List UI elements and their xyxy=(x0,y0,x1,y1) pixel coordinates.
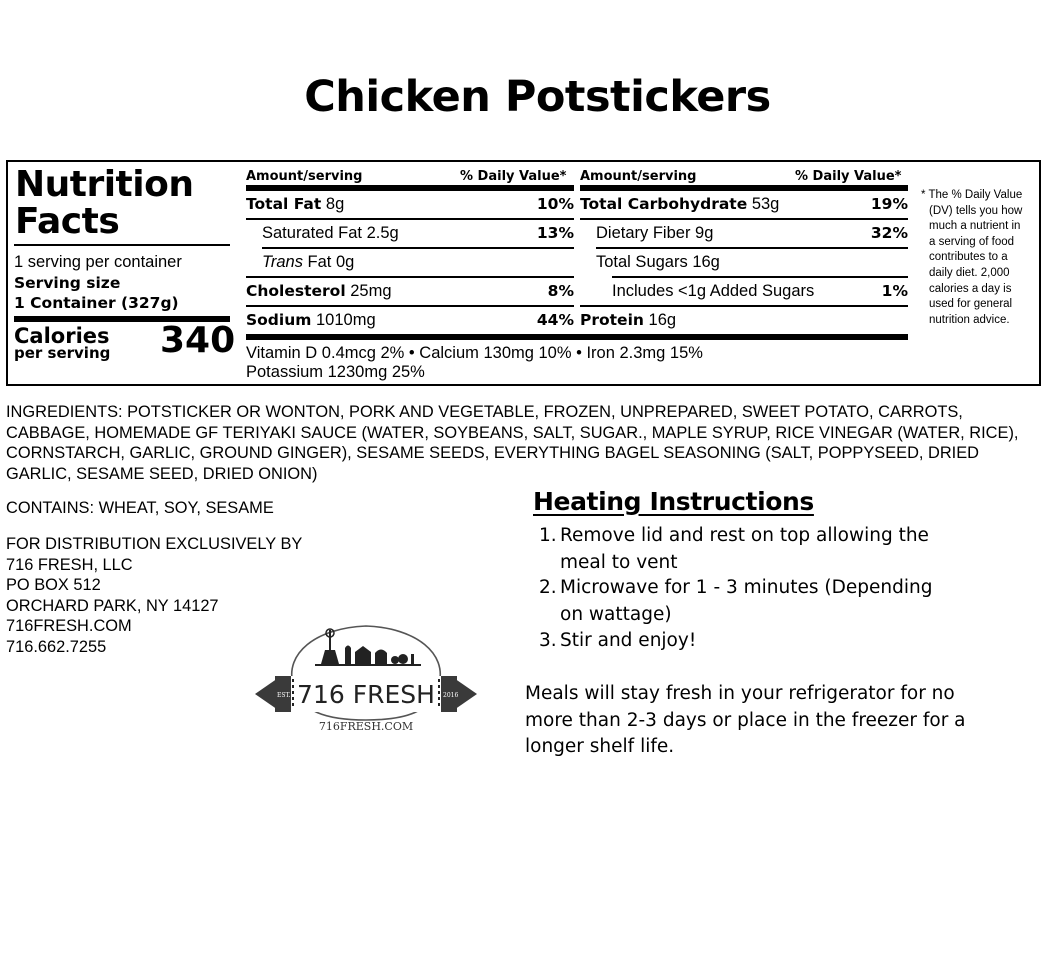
nutrient-amount: Fat 0g xyxy=(307,252,355,271)
calories-sublabel: per serving xyxy=(14,344,111,362)
logo-est: EST. xyxy=(277,692,291,699)
footnote-star: * xyxy=(921,189,926,201)
footnote-line: contributes to a xyxy=(929,251,1008,264)
nutrient-amount: 2.5g xyxy=(366,223,399,242)
col-amount-header-right: Amount/serving xyxy=(580,169,697,184)
footnote-line: daily diet. 2,000 xyxy=(929,266,1010,279)
nutrient-row xyxy=(596,248,908,276)
storage-note: Meals will stay fresh in your refrigerator for no more than 2-3 days or place in the freezer for a longer shelf life. xyxy=(525,683,966,757)
nutrition-facts-heading xyxy=(15,166,193,240)
divider xyxy=(14,244,230,246)
serving-size-value: 1 Container (327g) xyxy=(14,294,179,312)
nutrient-amount: 16g xyxy=(648,310,677,329)
nutrient-name: Total Fat xyxy=(246,194,322,213)
nutrient-row xyxy=(262,248,574,276)
micronutrients-line-2: Potassium 1230mg 25% xyxy=(246,363,425,381)
divider-thick xyxy=(246,334,908,340)
phone-number: 716.662.7255 xyxy=(6,637,107,656)
nutrient-dv: 1% xyxy=(881,282,908,300)
calories-label: Calories xyxy=(14,324,110,348)
address-line: PO BOX 512 xyxy=(6,576,101,594)
footnote-line: The % Daily Value xyxy=(928,189,1023,201)
calories-value: 340 xyxy=(160,320,236,361)
step-number: 2. xyxy=(539,577,557,598)
step-text: Microwave for 1 - 3 minutes (Depending on wattage) xyxy=(560,577,933,625)
page-title: Chicken Potstickers xyxy=(304,72,771,122)
footnote-line: a serving of food xyxy=(929,235,1015,248)
heating-instructions-title: Heating Instructions xyxy=(533,487,814,516)
nutrient-row xyxy=(262,219,574,247)
calories-label-group xyxy=(14,326,110,361)
logo-year: 2016 xyxy=(443,692,459,699)
ingredients-list: INGREDIENTS: POTSTICKER OR WONTON, PORK AND VEGETABLE, FROZEN, UNPREPARED, SWEET POTATO, CARROTS, CABBAGE, HOMEMADE GF TERIYAKI SAUCE (WATER, SOYBEANS, SALT, SUGAR., MAPLE SYRUP, RICE VINEGAR (WATER, RICE), CORNSTARCH, GARLIC, GROUND GINGER), SESAME SEEDS, EVERYTHING BAGEL SEASONING (SALT, POPPYSEED, DRIED GARLIC, SESAME SEED, DRIED ONION) xyxy=(6,403,1019,483)
nutrient-row xyxy=(612,277,908,305)
nutrient-amount: 53g xyxy=(751,194,780,213)
footnote-line: (DV) tells you how xyxy=(929,204,1023,217)
col-dv-header-right: % Daily Value* xyxy=(795,169,902,184)
step-text: Stir and enjoy! xyxy=(560,630,697,651)
heating-step xyxy=(539,523,959,576)
step-number: 1. xyxy=(539,525,557,546)
company-name: 716 FRESH, LLC xyxy=(6,555,133,574)
heading-line-2: Facts xyxy=(15,201,120,242)
distribution-line: FOR DISTRIBUTION EXCLUSIVELY BY xyxy=(6,535,303,553)
logo-url: 716FRESH.COM xyxy=(318,720,414,733)
brand-logo xyxy=(255,624,477,740)
heating-step xyxy=(539,575,959,628)
nutrient-name: Trans xyxy=(262,252,303,271)
serving-size-label: Serving size xyxy=(14,274,121,292)
nutrient-name: Includes <1g Added Sugars xyxy=(612,281,815,300)
nutrient-name: Total Carbohydrate xyxy=(580,194,748,213)
footnote-line: much a nutrient in xyxy=(929,220,1021,233)
nutrient-row xyxy=(596,219,908,247)
nutrient-row xyxy=(580,306,908,334)
nutrient-name: Dietary Fiber xyxy=(596,223,691,242)
nutrient-dv: 10% xyxy=(536,195,574,213)
nutrient-dv: 44% xyxy=(536,311,574,329)
nutrient-amount: 9g xyxy=(695,223,714,242)
footnote-line: nutrition advice. xyxy=(929,313,1010,326)
nutrient-amount: 8g xyxy=(325,194,345,213)
website: 716FRESH.COM xyxy=(6,617,132,635)
nutrient-amount: 16g xyxy=(692,252,720,271)
nutrient-name: Saturated Fat xyxy=(262,223,362,242)
nutrient-name: Total Sugars xyxy=(596,252,688,271)
micronutrients-line-1: Vitamin D 0.4mcg 2% • Calcium 130mg 10% • Iron 2.3mg 15% xyxy=(246,344,703,362)
nutrient-dv: 8% xyxy=(547,282,574,300)
nutrient-name: Cholesterol xyxy=(246,281,346,300)
servings-per-container: 1 serving per container xyxy=(14,253,182,271)
nutrient-name: Sodium xyxy=(246,310,312,329)
footnote-line: calories a day is xyxy=(929,282,1012,295)
nutrient-row xyxy=(246,306,574,334)
nutrient-amount: 1010mg xyxy=(316,310,376,329)
nutrient-row xyxy=(246,277,574,305)
footnote-line: used for general xyxy=(929,298,1013,311)
col-dv-header-left: % Daily Value* xyxy=(460,169,567,184)
step-text: Remove lid and rest on top allowing the meal to vent xyxy=(560,525,929,573)
dv-footnote xyxy=(921,188,1039,328)
nutrient-amount: 25mg xyxy=(350,281,392,300)
heating-step xyxy=(539,628,959,655)
heading-line-1: Nutrition xyxy=(15,164,194,205)
allergen-statement: CONTAINS: WHEAT, SOY, SESAME xyxy=(6,499,274,517)
address-line: ORCHARD PARK, NY 14127 xyxy=(6,596,219,615)
nutrient-dv: 19% xyxy=(870,195,908,213)
col-amount-header-left: Amount/serving xyxy=(246,169,363,184)
nutrient-dv: 32% xyxy=(870,224,908,242)
nutrition-facts-panel xyxy=(6,160,1041,386)
logo-brand-name: 716 FRESH xyxy=(297,680,435,709)
nutrient-row xyxy=(246,190,574,218)
nutrient-dv: 13% xyxy=(536,224,574,242)
step-number: 3. xyxy=(539,630,557,651)
nutrient-name: Protein xyxy=(580,310,644,329)
micronutrients xyxy=(246,344,703,382)
nutrient-row xyxy=(580,190,908,218)
